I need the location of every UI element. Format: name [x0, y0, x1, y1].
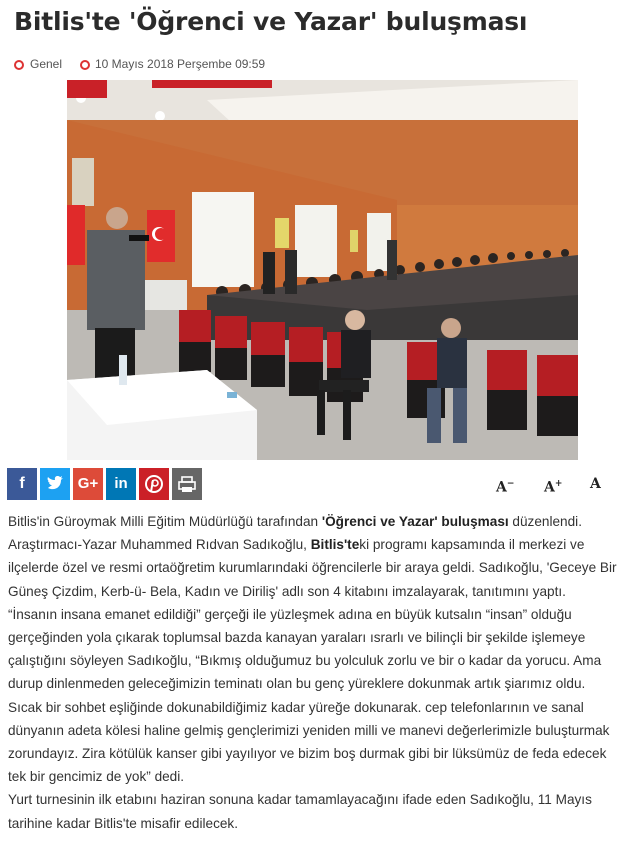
google-plus-icon: G+: [77, 475, 99, 492]
highlight-text: 'Öğrenci ve Yazar' buluşması: [321, 514, 509, 529]
print-button[interactable]: [172, 468, 202, 500]
print-icon: [172, 468, 202, 500]
publish-date-label: 10 Mayıs 2018 Perşembe 09:59: [95, 57, 266, 71]
category[interactable]: [12, 56, 62, 73]
share-twitter-button[interactable]: [40, 468, 70, 500]
share-linkedin-button[interactable]: [106, 468, 136, 500]
clock-icon: [80, 60, 90, 70]
share-pinterest-button[interactable]: [139, 468, 169, 500]
font-decrease-label: A: [496, 479, 507, 496]
category-label: Genel: [30, 57, 63, 71]
highlight-text: Bitlis'te: [310, 537, 360, 553]
font-reset-button[interactable]: [590, 474, 601, 494]
article-paragraph: Araştırmacı-Yazar Muhammed Rıdvan Sadıkoğlu, Bitlis'teki programı kapsamında il merkezi ve ilçelerde özel ve resmi ortaöğretim kurumlarındaki öğrencilerle bir araya geldi. Sadıkoğlu, 'Geceye Bir Güneş Çizdim, Kerb-ü- Bela, Kadın ve Diriliş' adlı son 4 kitabını imzalayarak, tanıtımını yaptı. “İnsanın insana emanet edildiği” gerçeği ile yüzleşmek adına en büyük kutsalın “insan” olduğu gerçeğinden yola çıkarak toplumsal bazda kanayan yaraları ısrarlı ve bilinçli bir şekilde işlemeye çalıştığını söyleyen Sadıkoğlu, “Bıkmış olduğumuz bu yolculuk zorlu ve bir o kadar da yorucu. Ama durup dinlenmeden geleceğimizin teminatı olan bu genç yüreklere dokunmak artık şiarımız oldu. Sıcak bir sohbet eşliğinde dokunabildiğimiz kadar yüreğe dokunarak. cep telefonlarının ve sanal dünyanın adeta kölesi haline gelmiş gençlerimizi yeniden milli ve manevi değerlerimizle buluşturmak zorundayız. Zira kötülük kanser gibi yayılıyor ve bizim boş durmak gibi bir lüksümüz de feda edecek tek bir gencimiz de yok” dedi.: [8, 537, 617, 785]
pinterest-icon: [139, 468, 169, 500]
linkedin-icon: in: [114, 475, 128, 492]
article-body: [8, 510, 618, 835]
page-title: Bitlis'te 'Öğrenci ve Yazar' buluşması: [14, 7, 528, 36]
facebook-icon: f: [19, 475, 25, 492]
article-paragraph: Yurt turnesinin ilk etabını haziran sonuna kadar tamamlayacağını ifade eden Sadıkoğlu, 11 Mayıs tarihine kadar Bitlis'te misafir edilecek.: [8, 792, 592, 831]
font-increase-label: A: [544, 479, 555, 496]
twitter-icon: [40, 468, 70, 500]
font-size-tools: [488, 474, 618, 494]
share-facebook-button[interactable]: [7, 468, 37, 500]
category-icon: [14, 60, 24, 70]
event-photo-image: [67, 80, 578, 460]
plus-icon: +: [554, 479, 563, 489]
minus-icon: −: [506, 479, 515, 489]
font-increase-button[interactable]: [544, 474, 562, 498]
publish-date: [80, 56, 265, 73]
share-google-plus-button[interactable]: [73, 468, 103, 500]
font-decrease-button[interactable]: [496, 474, 514, 498]
font-reset-label: A: [590, 476, 601, 492]
article-photo: [67, 80, 578, 460]
article-paragraph: Bitlis'in Güroymak Milli Eğitim Müdürlüğü tarafından 'Öğrenci ve Yazar' buluşması düzenlendi.: [8, 514, 582, 529]
